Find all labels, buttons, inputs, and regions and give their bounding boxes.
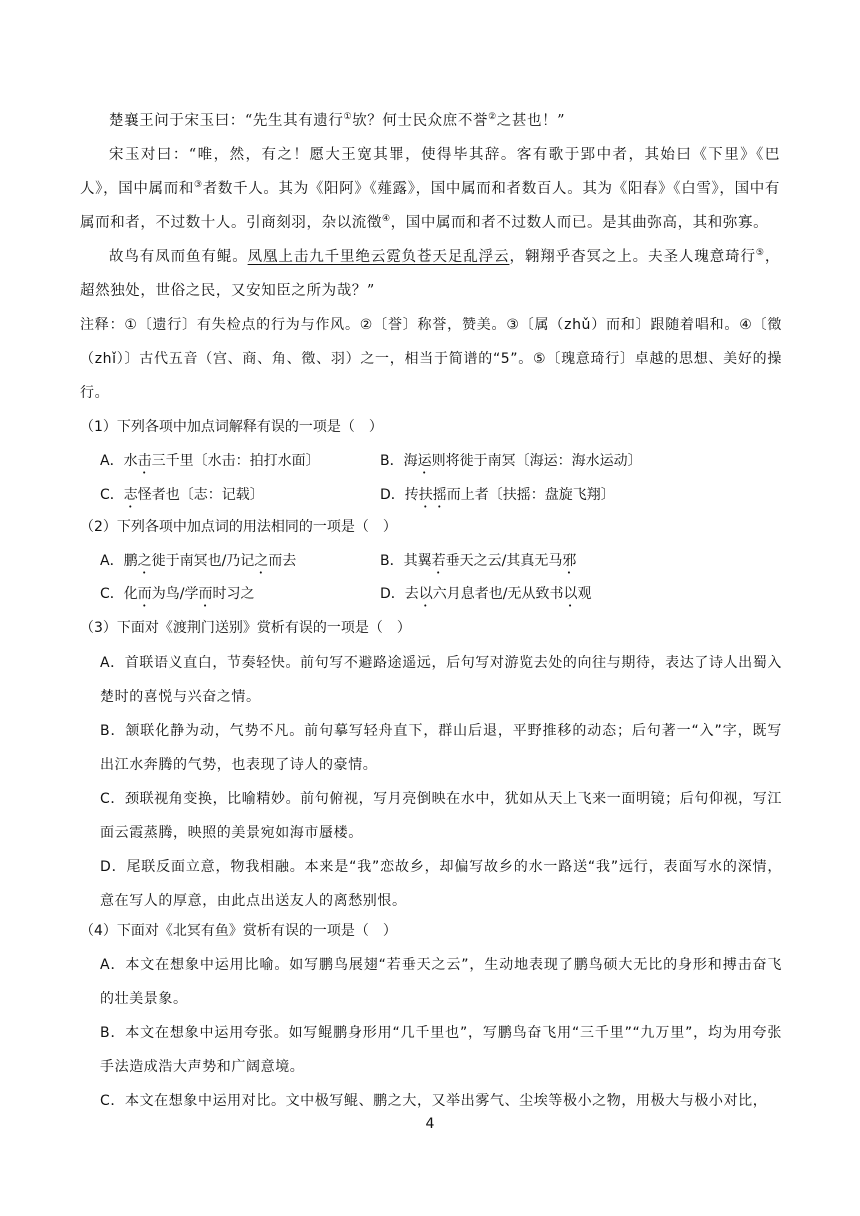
q2-option-a[interactable]: A．鹏之徙于南冥也/乃记之而去 <box>100 553 297 569</box>
dotted-word: 之 <box>137 553 152 569</box>
q1-option-c[interactable]: C．志怪者也〔志：记载〕 <box>100 487 264 503</box>
dotted-word: 以 <box>418 586 433 602</box>
text-run: 故鸟有凤而鱼有鲲。 <box>109 249 248 265</box>
q2-option-d[interactable]: D．去以六月息者也/无从致书以观 <box>380 586 592 602</box>
footnote-marker: ② <box>488 112 497 122</box>
question-4-stem: （4）下面对《北冥有鱼》赏析有误的一项是（ ） <box>80 923 397 939</box>
dotted-word: 以 <box>563 586 578 602</box>
q1-option-a[interactable]: A．水击三千里〔水击：拍打水面〕 <box>100 453 320 469</box>
question-1-stem: （1）下列各项中加点词解释有误的一项是（ ） <box>80 419 383 435</box>
dotted-word: 扶摇 <box>418 487 447 503</box>
dotted-word: 击 <box>137 453 152 469</box>
footnote-marker: ④ <box>382 214 391 224</box>
footnote-marker: ⑤ <box>755 248 765 258</box>
question-2-stem: （2）下列各项中加点词的用法相同的一项是（ ） <box>80 519 397 535</box>
underlined-sentence: 凤凰上击九千里绝云霓负苍天足乱浮云 <box>247 249 510 265</box>
page-number: 4 <box>425 1116 435 1132</box>
footnote-marker: ③ <box>194 180 203 190</box>
passage-paragraph-3 <box>80 240 780 308</box>
q3-option-d[interactable]: D．尾联反面立意，物我相融。本来是“我”恋故乡，却偏写故乡的水一路送“我”远行，表面写水的深情，意在写人的厚意，由此点出送友人的离愁别恨。 <box>100 859 782 909</box>
dotted-word: 之 <box>254 553 269 569</box>
text-run: 之甚也！” <box>496 113 566 129</box>
q4-option-c[interactable]: C．本文在想象中运用对比。文中极写鲲、鹏之大，又举出雾气、尘埃等极小之物，用极大与极小对比， <box>100 1093 768 1109</box>
text-run: 楚襄王问于宋玉曰：“先生其有遗行 <box>109 113 344 129</box>
text-run: 宋玉对曰：“唯，然，有之！愿大王宽其罪，使得毕其辞。客有歌于郢中者，其始曰《下里》《巴人》，国中属而和 <box>80 147 780 197</box>
text-run: 欤？何士民众庶不誉 <box>352 113 489 129</box>
dotted-word: 而 <box>137 586 152 602</box>
text-run: 者数千人。其为《阳阿》《薤露》，国中属而和者数百人。其为《阳春》《白雪》，国中有属而和者，不过数十人。引商刻羽，杂以流徵 <box>80 181 780 231</box>
annotations: 注释：①〔遗行〕有失检点的行为与作风。②〔誉〕称誉，赞美。③〔属（zhǔ）而和〕跟随着唱和。④〔徵（zhǐ）〕古代五音（宫、商、角、徵、羽）之一，相当于简谱的“5”。⑤〔瑰意琦行〕卓越的思想、美好的操行。 <box>80 317 782 401</box>
q3-option-c[interactable]: C．颈联视角变换，比喻精妙。前句俯视，写月亮倒映在水中，犹如从天上飞来一面明镜；后句仰视，写江面云霞蒸腾，映照的美景宛如海市蜃楼。 <box>100 791 782 841</box>
dotted-word: 邪 <box>562 553 577 569</box>
text-run: ，翱翔乎杳冥之上。夫圣人瑰意琦行 <box>509 249 756 265</box>
q1-option-d[interactable]: D．抟扶摇而上者〔扶摇：盘旋飞翔〕 <box>380 487 615 503</box>
text-run: ，超然独处，世俗之民，又安知臣之所为哉？” <box>80 249 780 299</box>
dotted-word: 运 <box>417 453 432 469</box>
q3-option-a[interactable]: A．首联语义直白，节奏轻快。前句写不避路途遥远，后句写对游览去处的向往与期待，表达了诗人出蜀入楚时的喜悦与兴奋之情。 <box>100 655 782 705</box>
dotted-word: 若 <box>431 553 446 569</box>
dotted-word: 志 <box>123 487 138 503</box>
passage-paragraph-2 <box>80 138 780 240</box>
dotted-word: 而 <box>198 586 213 602</box>
question-3-stem: （3）下面对《渡荆门送别》赏析有误的一项是（ ） <box>80 620 411 636</box>
q3-option-b[interactable]: B．颔联化静为动，气势不凡。前句摹写轻舟直下，群山后退，平野推移的动态；后句著一“入”字，既写出江水奔腾的气势，也表现了诗人的豪情。 <box>100 723 782 773</box>
passage-paragraph-1 <box>80 104 780 138</box>
q4-option-b[interactable]: B．本文在想象中运用夸张。如写鲲鹏身形用“几千里也”，写鹏鸟奋飞用“三千里”“九万里”，均为用夸张手法造成浩大声势和广阔意境。 <box>100 1025 782 1075</box>
q2-option-c[interactable]: C．化而为鸟/学而时习之 <box>100 586 255 602</box>
text-run: ，国中属而和者不过数人而已。是其曲弥高，其和弥寡。 <box>390 215 769 231</box>
q4-option-a[interactable]: A．本文在想象中运用比喻。如写鹏鸟展翅“若垂天之云”，生动地表现了鹏鸟硕大无比的身形和搏击奋飞的壮美景象。 <box>100 957 782 1007</box>
q2-option-b[interactable]: B．其翼若垂天之云/其真无马邪 <box>380 553 577 569</box>
footnote-marker: ① <box>343 112 353 122</box>
q1-option-b[interactable]: B．海运则将徙于南冥〔海运：海水运动〕 <box>380 453 642 469</box>
